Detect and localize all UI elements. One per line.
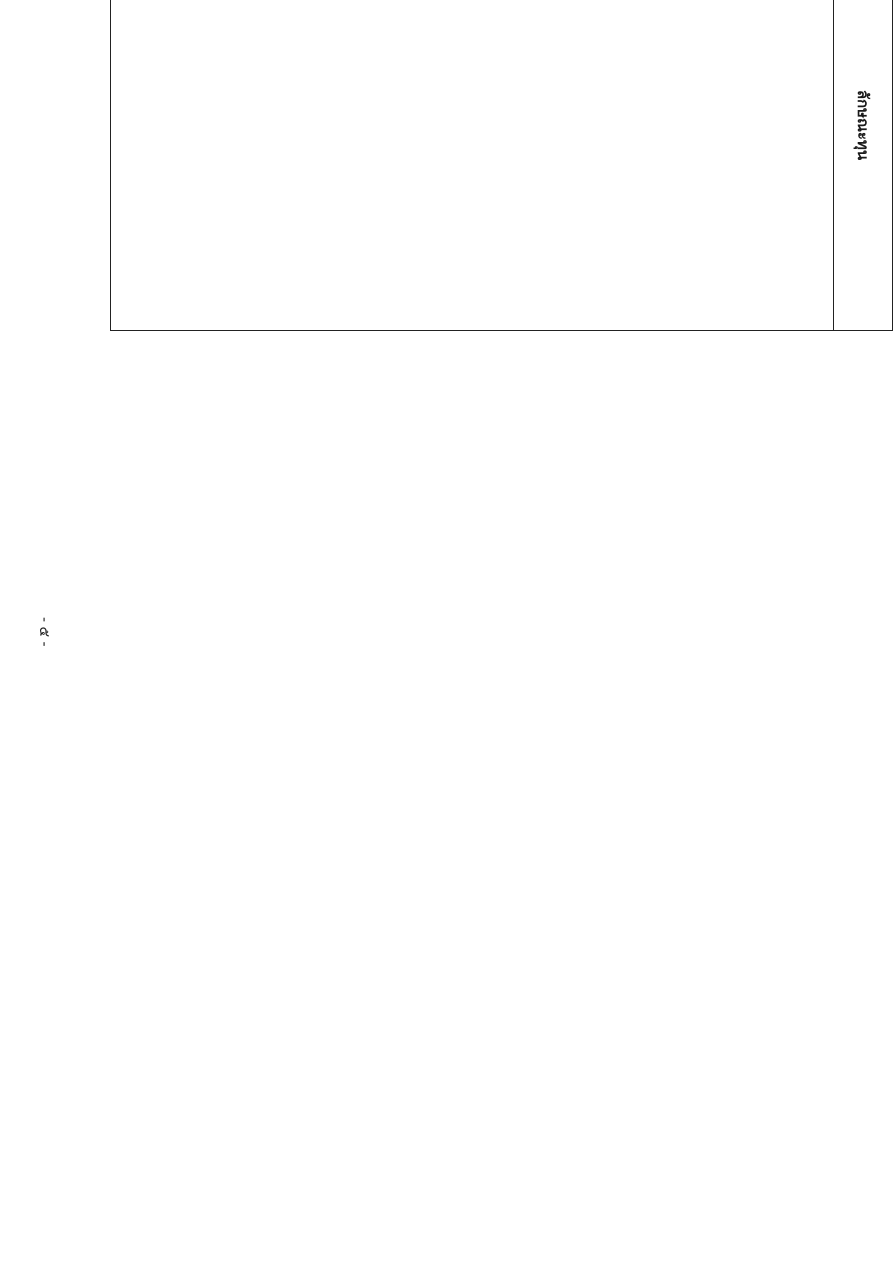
scholarship-type-cell (111, 0, 834, 331)
rotated-page-content (110, 42, 893, 1220)
scholarship-table (110, 0, 893, 331)
header-scholarship-type: ลักษณะทุน (834, 0, 893, 331)
header-row (834, 0, 893, 331)
page-number: - ๕ - (36, 617, 52, 647)
body-row (111, 0, 834, 331)
